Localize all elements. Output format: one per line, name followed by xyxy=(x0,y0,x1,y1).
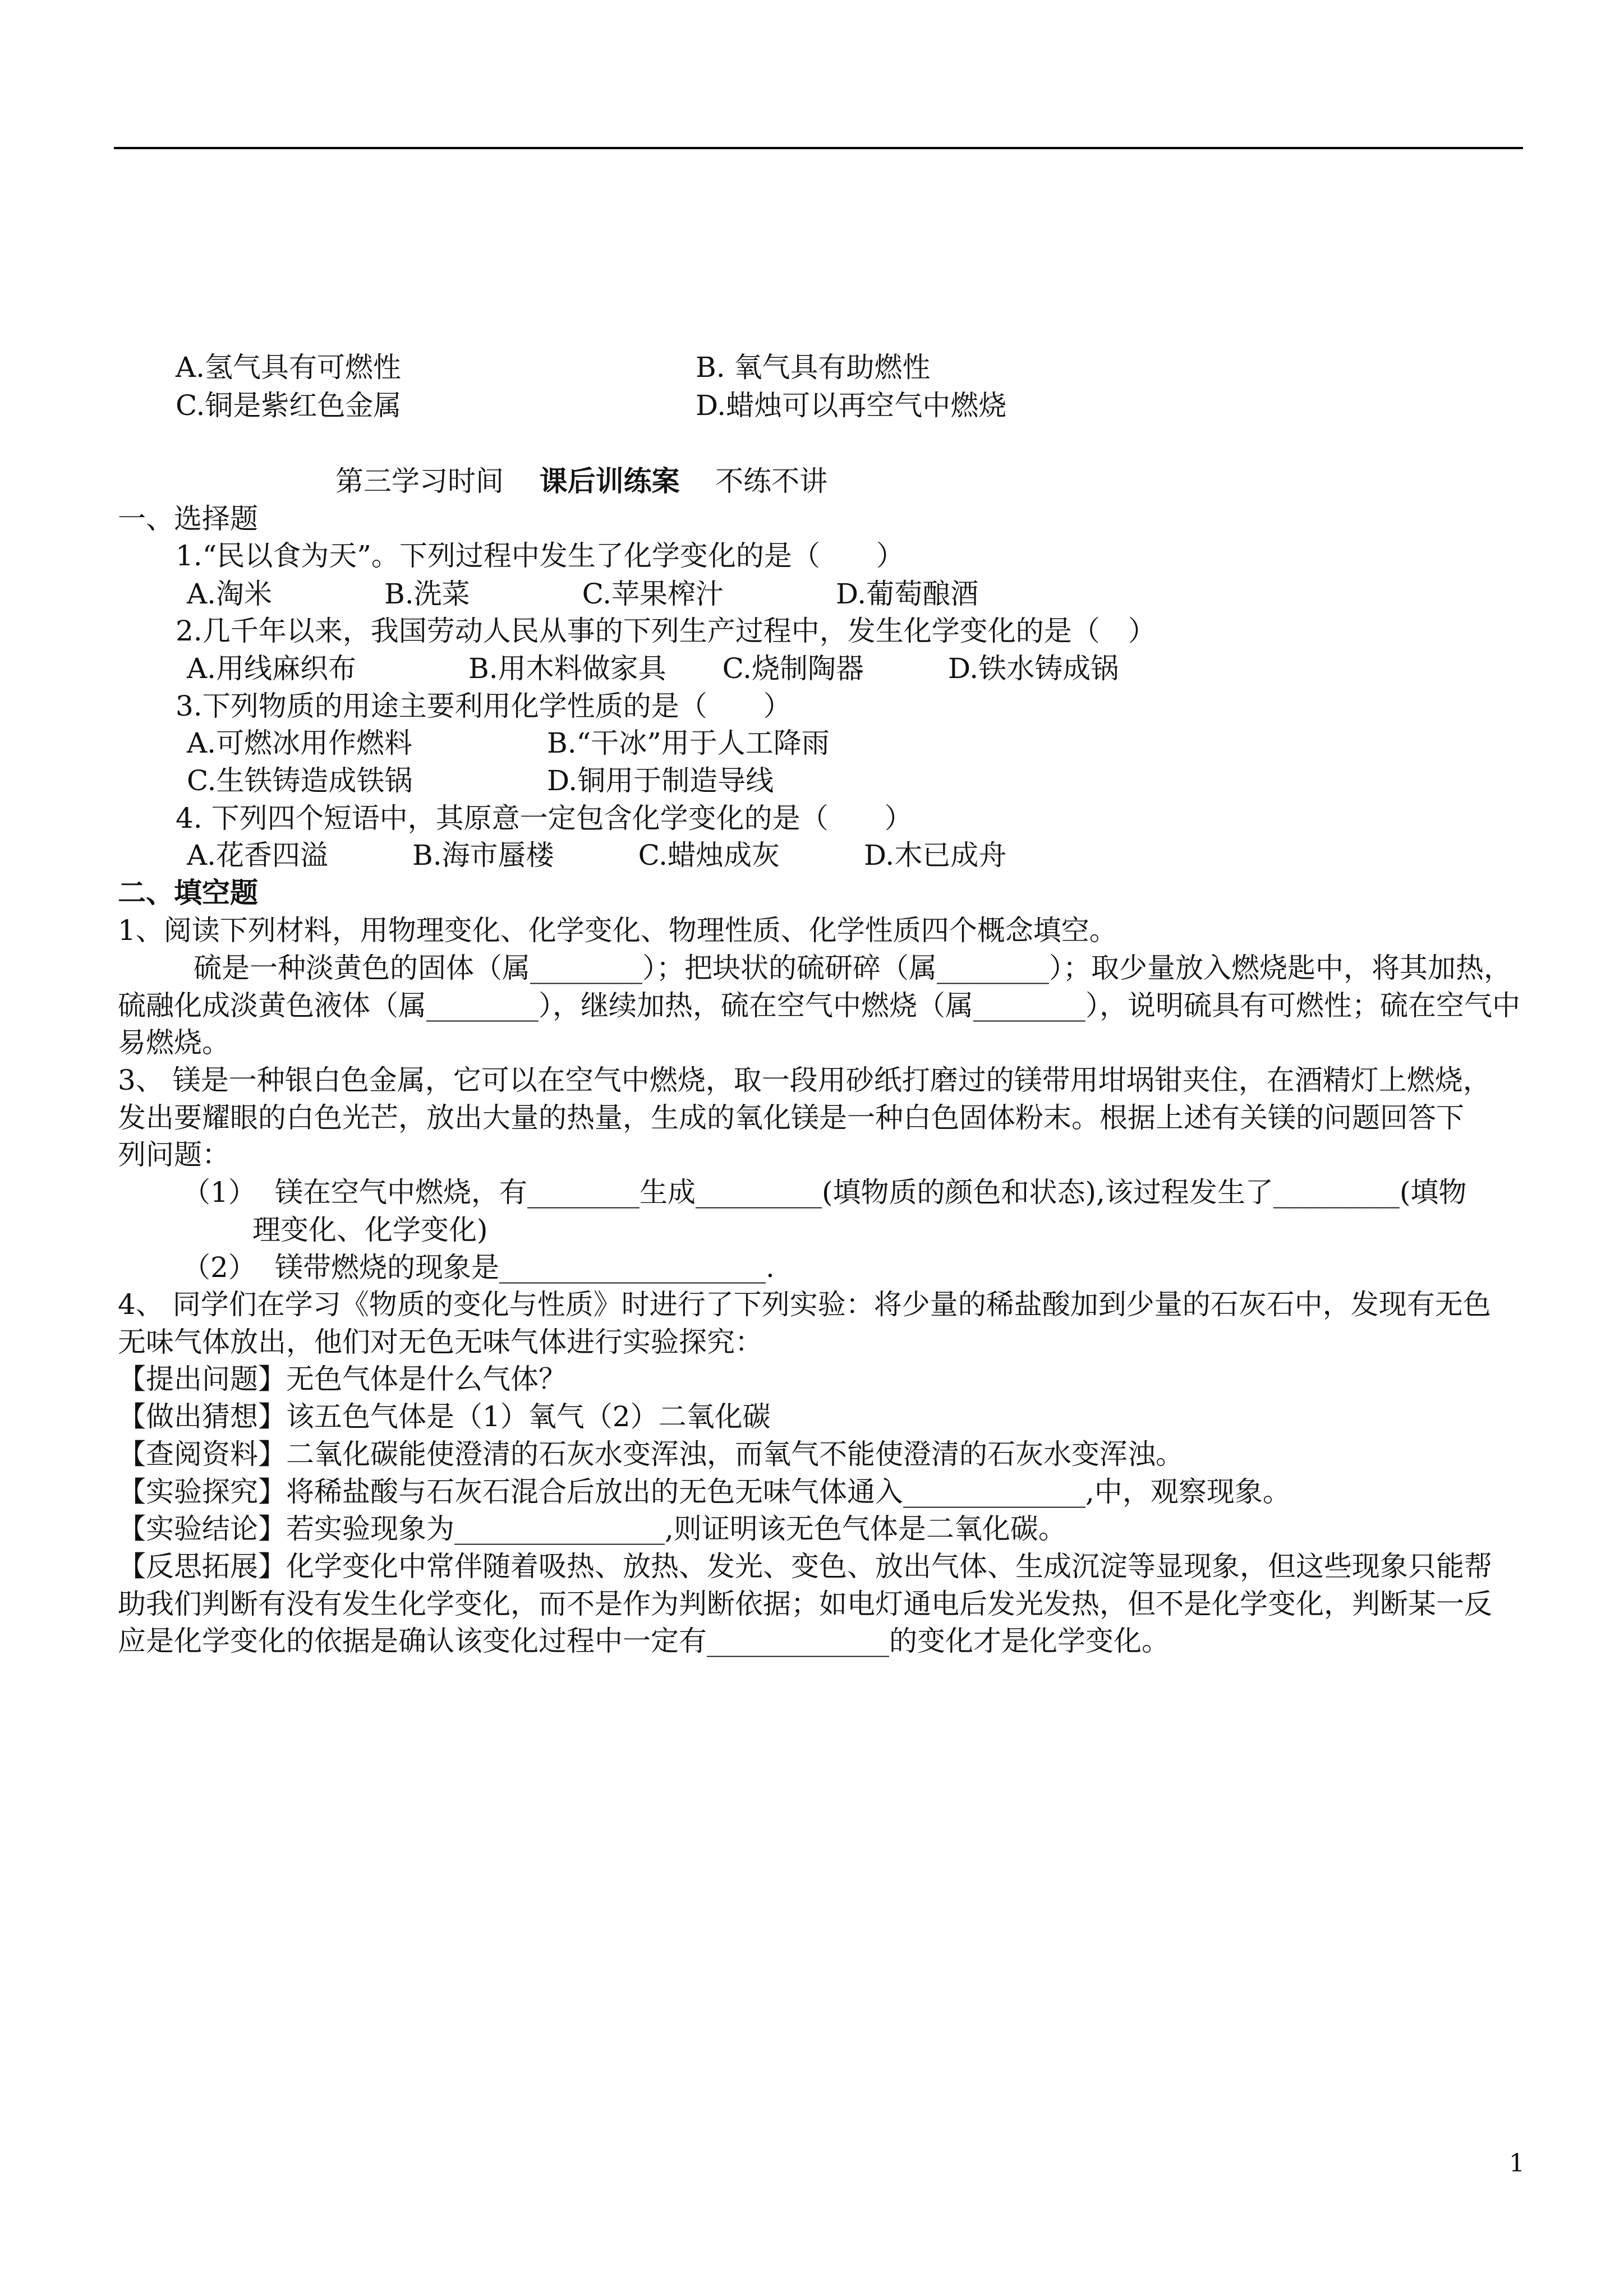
p4-experiment: 【实验探究】将稀盐酸与石灰石混合后放出的无色无味气体通入_____________,中，观察现象。 xyxy=(118,1476,1291,1508)
session-title xyxy=(335,463,827,500)
p4-reference: 【查阅资料】二氧化碳能使澄清的石灰水变浑浊，而氧气不能使澄清的石灰水变浑浊。 xyxy=(118,1438,1184,1470)
q3-option-d: D.铜用于制造导线 xyxy=(547,764,774,797)
header-rule xyxy=(114,147,1523,149)
prev-option-c: C.铜是紫红色金属 xyxy=(176,389,402,422)
session-title-part2: 课后训练案 xyxy=(539,464,680,497)
q3-option-c: C.生铁铸造成铁锅 xyxy=(187,764,413,797)
p4-line2: 无味气体放出，他们对无色无味气体进行实验探究： xyxy=(118,1326,763,1358)
session-title-part3: 不练不讲 xyxy=(715,465,828,497)
p4-reflection-line3: 应是化学变化的依据是确认该变化过程中一定有_____________的变化才是化学变化。 xyxy=(118,1625,1170,1657)
p3-sub1-line2: 理变化、化学变化) xyxy=(252,1214,488,1246)
q4-stem: 4. 下列四个短语中，其原意一定包含化学变化的是（ ） xyxy=(176,802,913,835)
p3-line1: 3、 镁是一种银白色金属，它可以在空气中燃烧，取一段用砂纸打磨过的镁带用坩埚钳夹住，在酒精灯上燃烧， xyxy=(118,1064,1491,1096)
q3-option-b: B.“干冰”用于人工降雨 xyxy=(547,727,830,759)
q2-options: A.用线麻织布 B.用木料做家具 C.烧制陶器 D.铁水铸成锅 xyxy=(187,652,1119,685)
p4-line1: 4、 同学们在学习《物质的变化与性质》时进行了下列实验：将少量的稀盐酸加到少量的石灰石中，发现有无色 xyxy=(118,1288,1491,1321)
p3-line2: 发出要耀眼的白色光芒，放出大量的热量，生成的氧化镁是一种白色固体粉末。根据上述有关镁的问题回答下 xyxy=(118,1101,1464,1134)
p1-intro: 1、阅读下列材料，用物理变化、化学变化、物理性质、化学性质四个概念填空。 xyxy=(118,914,1117,947)
q1-options: A.淘米 B.洗菜 C.苹果榨汁 D.葡萄酿酒 xyxy=(187,578,979,610)
p1-line2: 硫融化成淡黄色液体（属________），继续加热，硫在空气中燃烧（属________），说明硫具有可燃性；硫在空气中 xyxy=(118,989,1520,1022)
section1-heading: 一、选择题 xyxy=(118,502,258,535)
p4-conclusion: 【实验结论】若实验现象为_______________,则证明该无色气体是二氧化碳。 xyxy=(118,1513,1066,1545)
prev-option-d: D.蜡烛可以再空气中燃烧 xyxy=(696,389,1007,422)
q2-stem: 2.几千年以来，我国劳动人民从事的下列生产过程中，发生化学变化的是（ ） xyxy=(176,615,1156,647)
prev-option-a: A.氢气具有可燃性 xyxy=(176,351,402,384)
session-title-part1: 第三学习时间 xyxy=(335,465,504,497)
p3-sub2-line1: 镁带燃烧的现象是___________________. xyxy=(275,1251,775,1284)
q3-stem: 3.下列物质的用途主要利用化学性质的是（ ） xyxy=(176,690,792,722)
p4-reflection-line2: 助我们判断有没有发生化学变化，而不是作为判断依据；如电灯通电后发光发热，但不是化学变化，判断某一反 xyxy=(118,1588,1492,1620)
p1-line1: 硫是一种淡黄色的固体（属________）；把块状的硫研碎（属________）；取少量放入燃烧匙中，将其加热， xyxy=(194,952,1512,984)
q1-stem: 1.“民以食为天”。下列过程中发生了化学变化的是（ ） xyxy=(176,540,904,572)
p3-sub1-line1: 镁在空气中燃烧，有________生成_________(填物质的颜色和状态),该过程发生了_________(填物 xyxy=(275,1176,1467,1209)
q3-option-a: A.可燃冰用作燃料 xyxy=(187,727,413,759)
section2-heading: 二、填空题 xyxy=(118,876,258,909)
p4-question: 【提出问题】无色气体是什么气体？ xyxy=(118,1363,567,1395)
p3-line3: 列问题： xyxy=(118,1138,230,1171)
page-number: 1 xyxy=(1509,2149,1525,2178)
prev-option-b: B. 氧气具有助燃性 xyxy=(696,351,931,384)
p3-sub1-number: （1） xyxy=(182,1176,256,1209)
p4-reflection-line1: 【反思拓展】化学变化中常伴随着吸热、放热、发光、变色、放出气体、生成沉淀等显现象，但这些现象只能帮 xyxy=(118,1550,1492,1583)
q4-options: A.花香四溢 B.海市蜃楼 C.蜡烛成灰 D.木已成舟 xyxy=(187,839,1007,872)
p1-line3: 易燃烧。 xyxy=(118,1026,230,1059)
p3-sub2-number: （2） xyxy=(182,1251,256,1284)
p4-guess: 【做出猜想】该五色气体是（1）氧气（2）二氧化碳 xyxy=(118,1400,771,1433)
